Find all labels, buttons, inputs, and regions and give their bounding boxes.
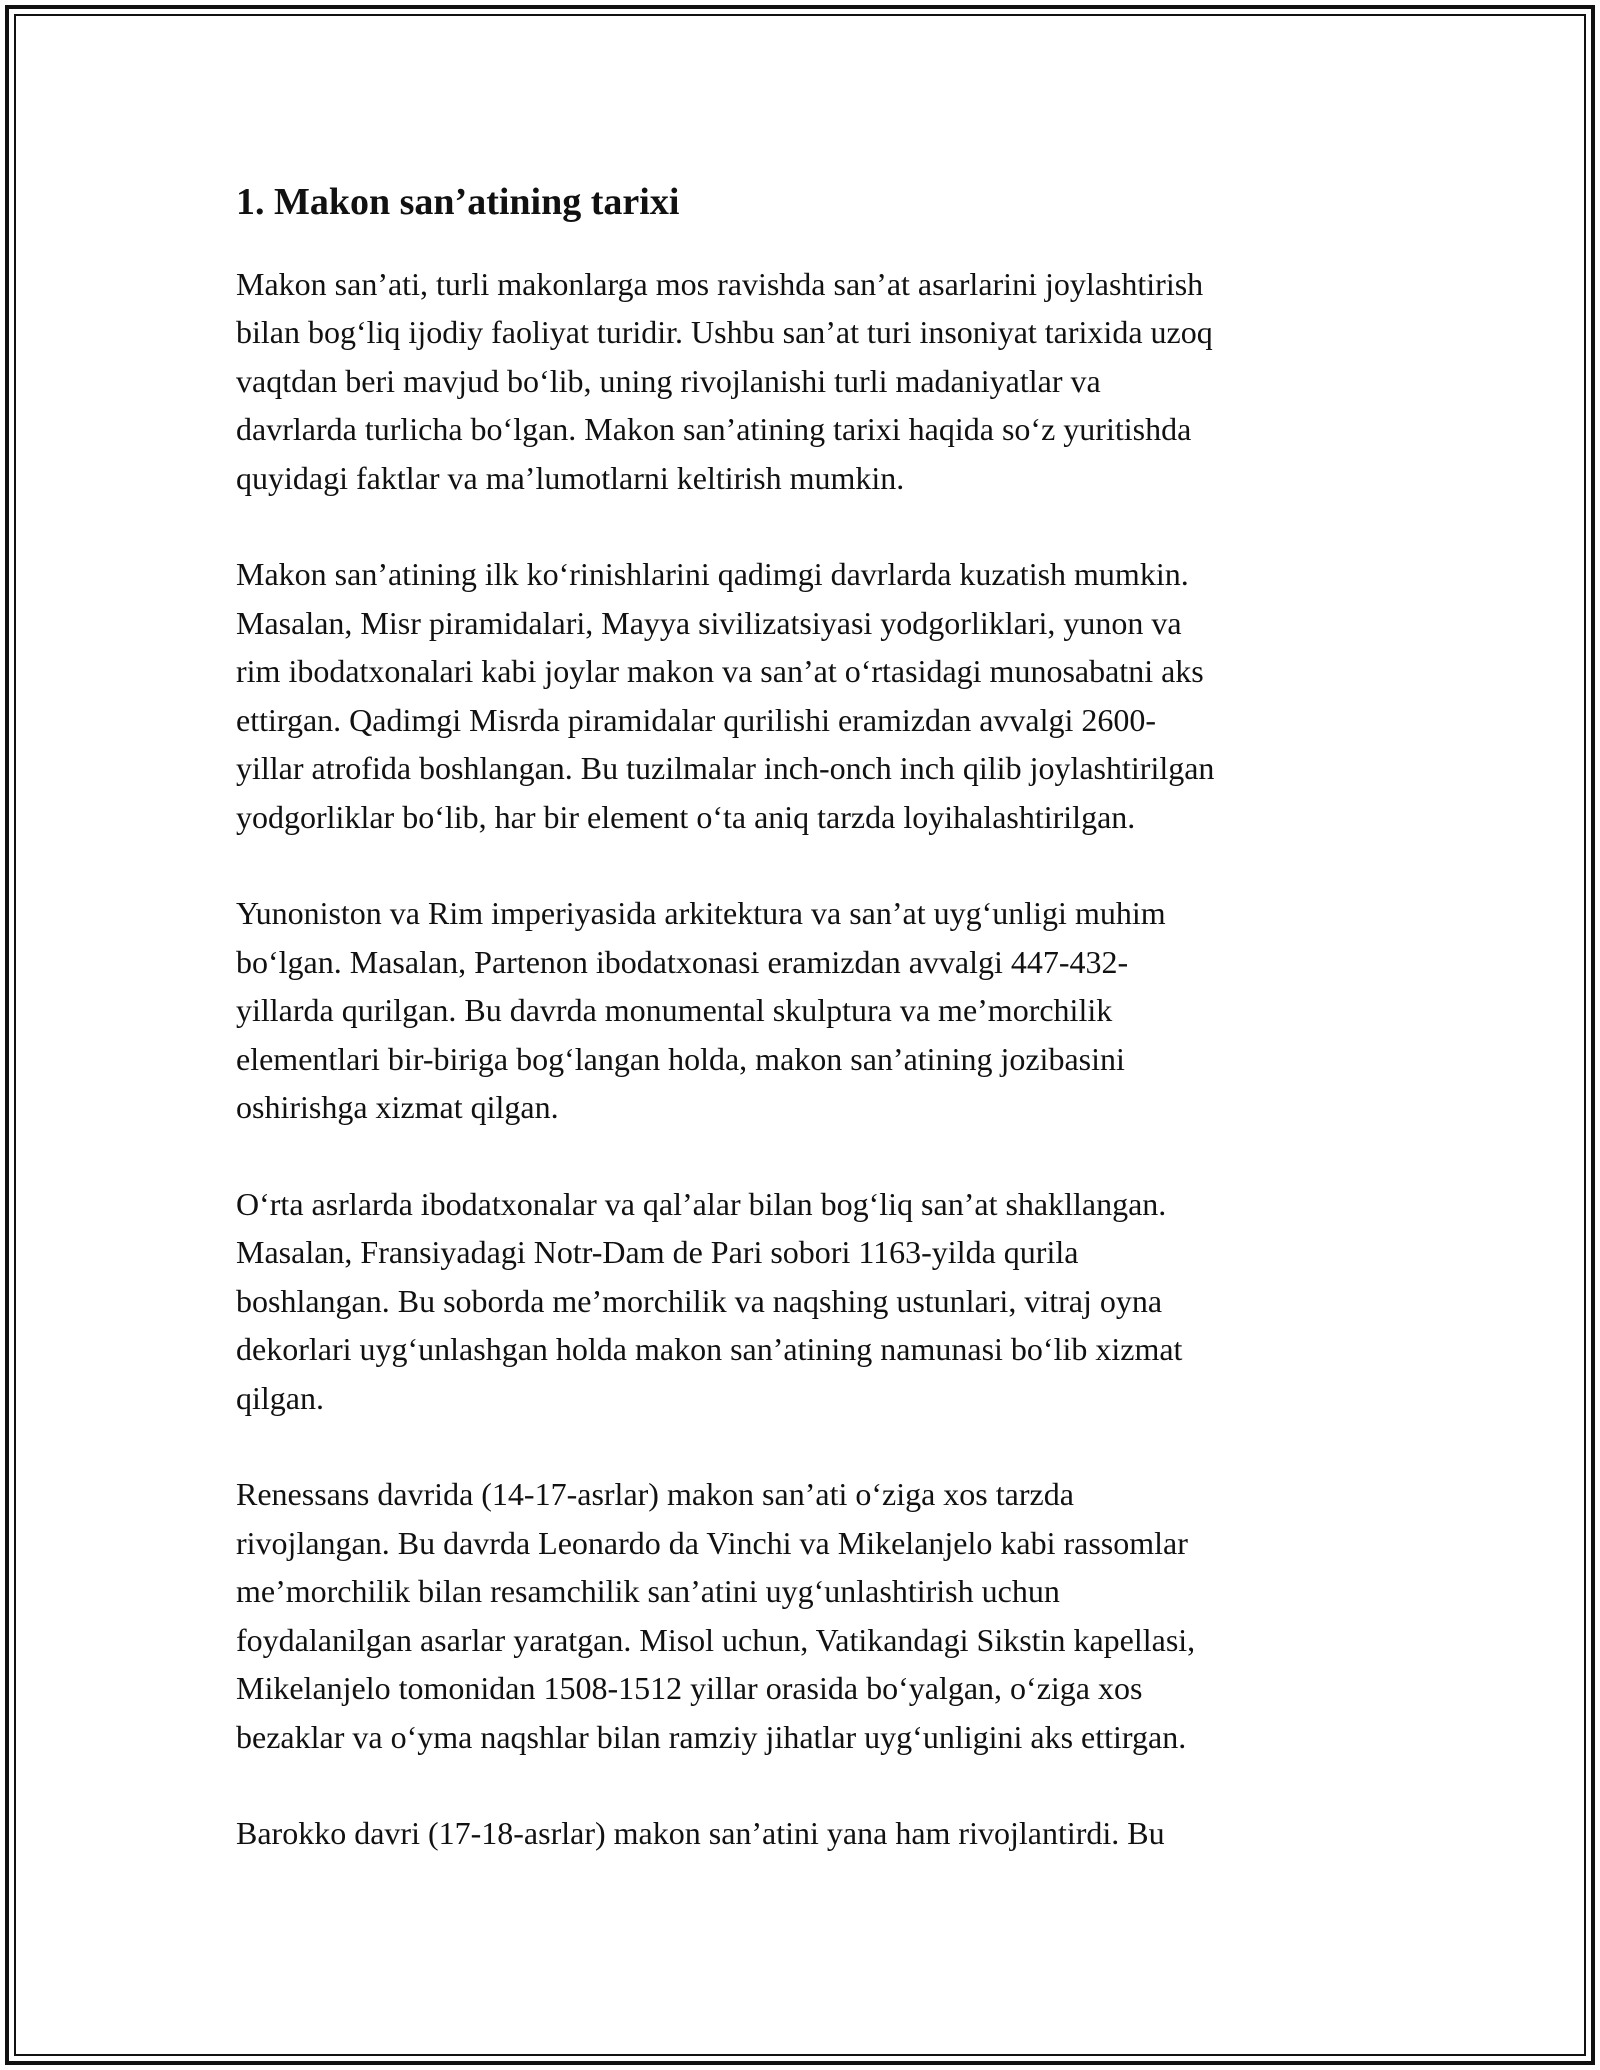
document-body [236, 180, 1366, 1906]
section-heading: 1. Makon san’atining tarixi [236, 181, 680, 223]
paragraph-ancient-period: Makon san’atining ilk ko‘rinishlarini qadimgi davrlarda kuzatish mumkin. Masalan, Misr piramidalari, Mayya sivilizatsiyasi yodgorliklari, yunon va rim ibodatxonalari kabi joylar makon va san’at o‘rtasidagi munosabatni aks ettirgan. Qadimgi Misrda piramidalar qurilishi eramizdan avvalgi 2600- yillar atrofida boshlangan. Bu tuzilmalar inch-onch inch qilib joylashtirilgan yodgorliklar bo‘lib, har bir element o‘ta aniq tarzda loyihalashtirilgan. [236, 556, 1215, 835]
paragraph-middle-ages: O‘rta asrlarda ibodatxonalar va qal’alar bilan bog‘liq san’at shakllangan. Masalan, Fransiyadagi Notr-Dam de Pari sobori 1163-yilda qurila boshlangan. Bu soborda me’morchilik va naqshing ustunlari, vitraj oyna dekorlari uyg‘unlashgan holda makon san’atining namunasi bo‘lib xizmat qilgan. [236, 1185, 1183, 1416]
paragraph-renaissance: Renessans davrida (14-17-asrlar) makon san’ati o‘ziga xos tarzda rivojlangan. Bu davrda Leonardo da Vinchi va Mikelanjelo kabi rassomlar me’morchilik bilan resamchilik san’atini uyg‘unlashtirish uchun foydalanilgan asarlar yaratgan. Misol uchun, Vatikandagi Sikstin kapellasi, Mikelanjelo tomonidan 1508-1512 yillar orasida bo‘yalgan, o‘ziga xos bezaklar va o‘yma naqshlar bilan ramziy jihatlar uyg‘unligini aks ettirgan. [236, 1476, 1196, 1755]
paragraph-greece-rome: Yunoniston va Rim imperiyasida arkitektura va san’at uyg‘unligi muhim bo‘lgan. Masalan, Partenon ibodatxonasi eramizdan avvalgi 447-432- yillarda qurilgan. Bu davrda monumental skulptura va me’morchilik elementlari bir-biriga bog‘langan holda, makon san’atining jozibasini oshirishga xizmat qilgan. [236, 895, 1166, 1126]
paragraph-introduction: Makon san’ati, turli makonlarga mos ravishda san’at asarlarini joylashtirish bilan bog‘liq ijodiy faoliyat turidir. Ushbu san’at turi insoniyat tarixida uzoq vaqtdan beri mavjud bo‘lib, uning rivojlanishi turli madaniyatlar va davrlarda turlicha bo‘lgan. Makon san’atining tarixi haqida so‘z yuritishda quyidagi faktlar va ma’lumotlarni keltirish mumkin. [236, 265, 1213, 496]
paragraph-baroque: Barokko davri (17-18-asrlar) makon san’atini yana ham rivojlantirdi. Bu [236, 1815, 1165, 1852]
